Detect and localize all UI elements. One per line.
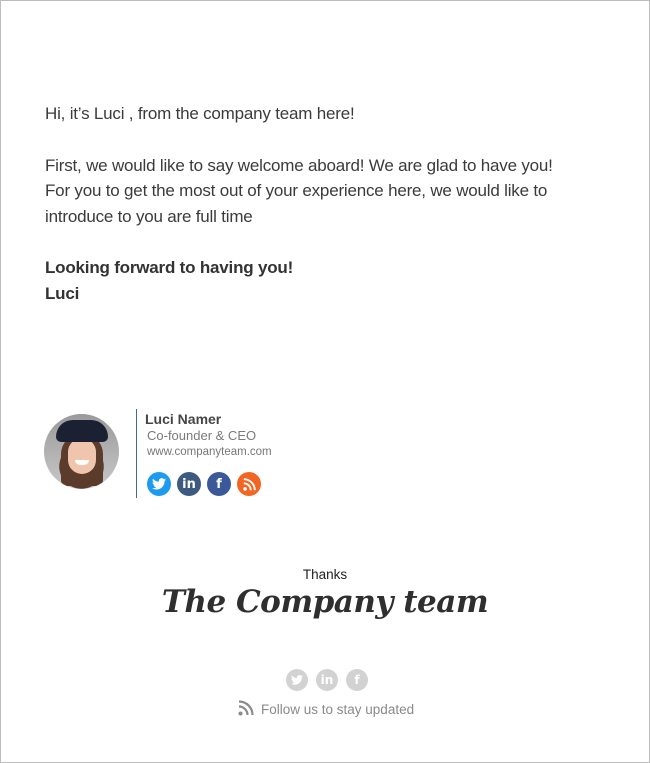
footer-linkedin-icon[interactable]: in — [316, 669, 338, 691]
facebook-icon[interactable]: f — [207, 472, 231, 496]
sign-off-name: Luci — [45, 283, 80, 303]
rss-icon — [238, 700, 254, 719]
paragraph-line-1: First, we would like to say welcome aboard! We are glad to have you! — [45, 155, 553, 175]
paragraph-line-2: For you to get the most out of your experience here, we would like to — [45, 181, 548, 200]
signature-role: Co-founder & CEO — [147, 428, 257, 443]
footer-facebook-icon[interactable]: f — [346, 669, 368, 691]
closing-line: Looking forward to having you! — [45, 258, 294, 277]
avatar-hat — [56, 420, 108, 442]
greeting: Hi, it’s Luci , from the company team here! — [45, 104, 355, 123]
twitter-icon[interactable] — [147, 472, 171, 496]
avatar-face — [68, 438, 96, 474]
signature-name: Luci Namer — [145, 411, 222, 427]
linkedin-icon[interactable]: in — [177, 472, 201, 496]
thanks-label: Thanks — [302, 567, 348, 582]
message-body — [45, 101, 605, 306]
follow-link[interactable] — [238, 700, 414, 719]
signature-divider — [136, 409, 137, 498]
avatar — [44, 414, 119, 489]
footer-social-links — [286, 669, 368, 691]
signature-social-links — [147, 472, 261, 496]
footer-twitter-icon[interactable] — [286, 669, 308, 691]
team-signature: The Company team — [161, 584, 489, 620]
follow-text: Follow us to stay updated — [261, 702, 415, 717]
signature-website-link[interactable]: www.companyteam.com — [147, 446, 272, 458]
rss-icon[interactable] — [237, 472, 261, 496]
paragraph-line-3: introduce to you are full time — [45, 206, 253, 226]
